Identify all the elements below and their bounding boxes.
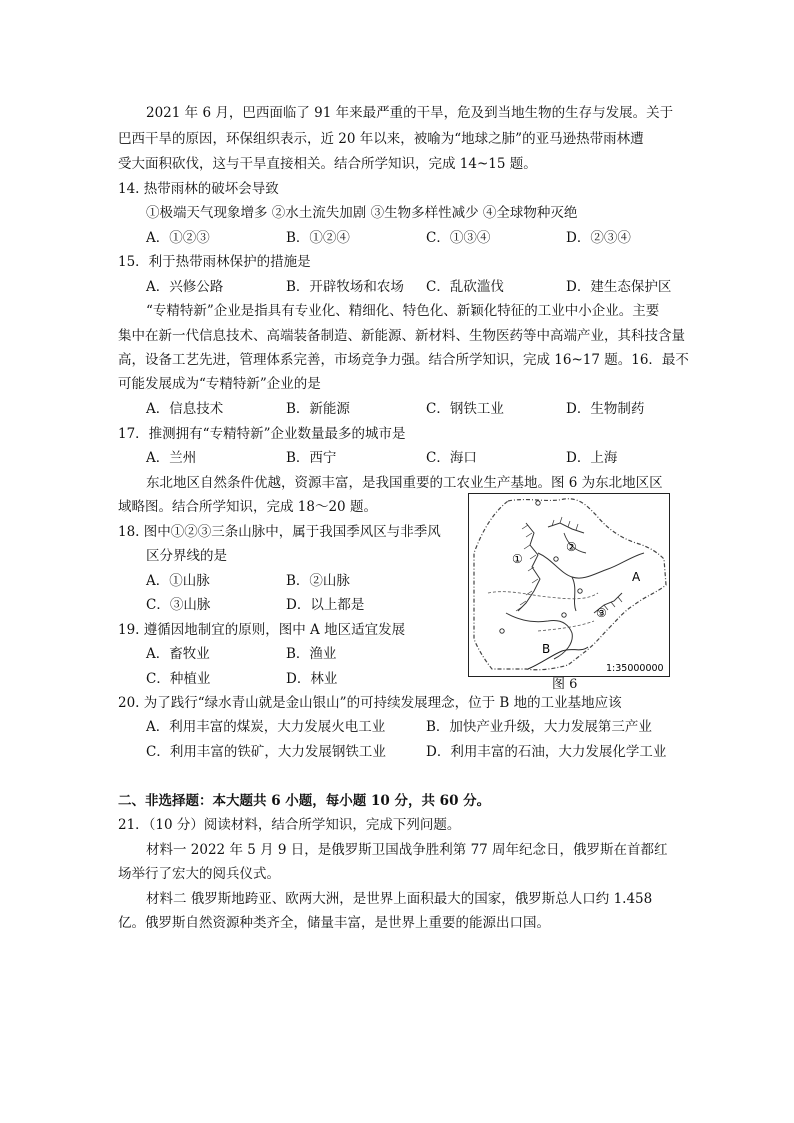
q20-option-b[interactable]: B．加快产业升级，大力发展第三产业 (426, 719, 652, 735)
q19-option-b[interactable]: B．渔业 (286, 646, 337, 662)
question-19: 19. 遵循因地制宜的原则，图中 A 地区适宜发展 (118, 622, 406, 638)
question-14: 14. 热带雨林的破坏会导致 (118, 181, 279, 197)
question-18-line-2: 区分界线的是 (146, 548, 227, 564)
para2-line-2: 集中在新一代信息技术、高端装备制造、新能源、新材料、生物医药等中高端产业，其科技含量 (118, 328, 685, 344)
section-2-heading: 二、非选择题：本大题共 6 小题，每小题 10 分，共 60 分。 (118, 793, 491, 809)
material-1-line-2: 场举行了宏大的阅兵仪式。 (118, 866, 280, 882)
q14-statements: ①极端天气现象增多 ②水土流失加剧 ③生物多样性减少 ④全球物种灭绝 (146, 205, 578, 221)
q15-option-b[interactable]: B．开辟牧场和农场 (286, 279, 404, 295)
q16-option-a[interactable]: A．信息技术 (146, 401, 224, 417)
q18-option-a[interactable]: A．①山脉 (146, 573, 210, 589)
intro-line-2: 巴西干旱的原因，环保组织表示，近 20 年以来，被喻为“地球之肺”的亚马逊热带雨林遭 (118, 131, 644, 147)
q16-option-d[interactable]: D．生物制药 (566, 401, 645, 417)
q14-option-a[interactable]: A．①②③ (146, 230, 210, 246)
q20-option-d[interactable]: D．利用丰富的石油，大力发展化学工业 (426, 744, 667, 760)
figure-caption: 图 6 (552, 677, 578, 692)
q18-option-b[interactable]: B．②山脉 (286, 573, 350, 589)
q18-option-c[interactable]: C．③山脉 (146, 597, 211, 613)
map-label-1: ① (512, 552, 523, 566)
q17-option-d[interactable]: D．上海 (566, 450, 618, 466)
question-21: 21．（10 分）阅读材料，结合所学知识，完成下列问题。 (118, 817, 461, 833)
map-label-a: A (632, 570, 641, 584)
q17-option-c[interactable]: C．海口 (426, 450, 477, 466)
intro-line-1: 2021 年 6 月，巴西面临了 91 年来最严重的干旱，危及到当地生物的生存与发展。关于 (146, 105, 674, 121)
map-label-b: B (542, 642, 551, 656)
q17-option-b[interactable]: B．西宁 (286, 450, 337, 466)
intro-line-3: 受大面积砍伐，这与干旱直接相关。结合所学知识，完成 14~15 题。 (118, 156, 537, 172)
q14-option-c[interactable]: C．①③④ (426, 230, 491, 246)
q15-option-d[interactable]: D．建生态保护区 (566, 279, 672, 295)
para2-line-4: 可能发展成为“专精特新”企业的是 (118, 376, 321, 392)
q15-option-a[interactable]: A．兴修公路 (146, 279, 224, 295)
question-17: 17．推测拥有“专精特新”企业数量最多的城市是 (118, 426, 406, 442)
q15-option-c[interactable]: C．乱砍滥伐 (426, 279, 504, 295)
map-label-2: ② (566, 540, 577, 554)
q16-option-c[interactable]: C．钢铁工业 (426, 401, 504, 417)
question-15: 15．利于热带雨林保护的措施是 (118, 254, 311, 270)
q19-option-a[interactable]: A．畜牧业 (146, 646, 210, 662)
para2-line-1: “专精特新”企业是指具有专业化、精细化、特色化、新颖化特征的工业中小企业。主要 (146, 303, 660, 319)
para2-line-3: 高，设备工艺先进，管理体系完善，市场竞争力强。结合所学知识，完成 16~17 题。16．最不 (118, 352, 689, 368)
question-20: 20. 为了践行“绿水青山就是金山银山”的可持续发展理念，位于 B 地的工业基地应该 (118, 695, 622, 711)
map-label-3: ③ (596, 606, 607, 620)
q19-option-c[interactable]: C．种植业 (146, 671, 211, 687)
q14-option-d[interactable]: D．②③④ (566, 230, 631, 246)
q20-option-c[interactable]: C．利用丰富的铁矿，大力发展钢铁工业 (146, 744, 386, 760)
material-1-line-1: 材料一 2022 年 5 月 9 日，是俄罗斯卫国战争胜利第 77 周年纪念日，俄罗斯在首都红 (146, 842, 668, 858)
para3-line-1: 东北地区自然条件优越，资源丰富，是我国重要的工农业生产基地。图 6 为东北地区区 (146, 475, 663, 491)
q16-option-b[interactable]: B．新能源 (286, 401, 350, 417)
northeast-china-map (468, 493, 670, 677)
q19-option-d[interactable]: D．林业 (286, 671, 338, 687)
q20-option-a[interactable]: A．利用丰富的煤炭，大力发展火电工业 (146, 719, 386, 735)
q14-option-b[interactable]: B．①②④ (286, 230, 350, 246)
material-2-line-2: 亿。俄罗斯自然资源种类齐全，储量丰富，是世界上重要的能源出口国。 (118, 915, 550, 931)
q18-option-d[interactable]: D．以上都是 (286, 597, 365, 613)
question-18-line-1: 18. 图中①②③三条山脉中，属于我国季风区与非季风 (118, 524, 441, 540)
para3-line-2: 域略图。结合所学知识，完成 18～20 题。 (118, 499, 377, 515)
q17-option-a[interactable]: A．兰州 (146, 450, 197, 466)
map-scale: 1:35000000 (606, 663, 664, 674)
material-2-line-1: 材料二 俄罗斯地跨亚、欧两大洲，是世界上面积最大的国家，俄罗斯总人口约 1.458 (146, 891, 653, 907)
